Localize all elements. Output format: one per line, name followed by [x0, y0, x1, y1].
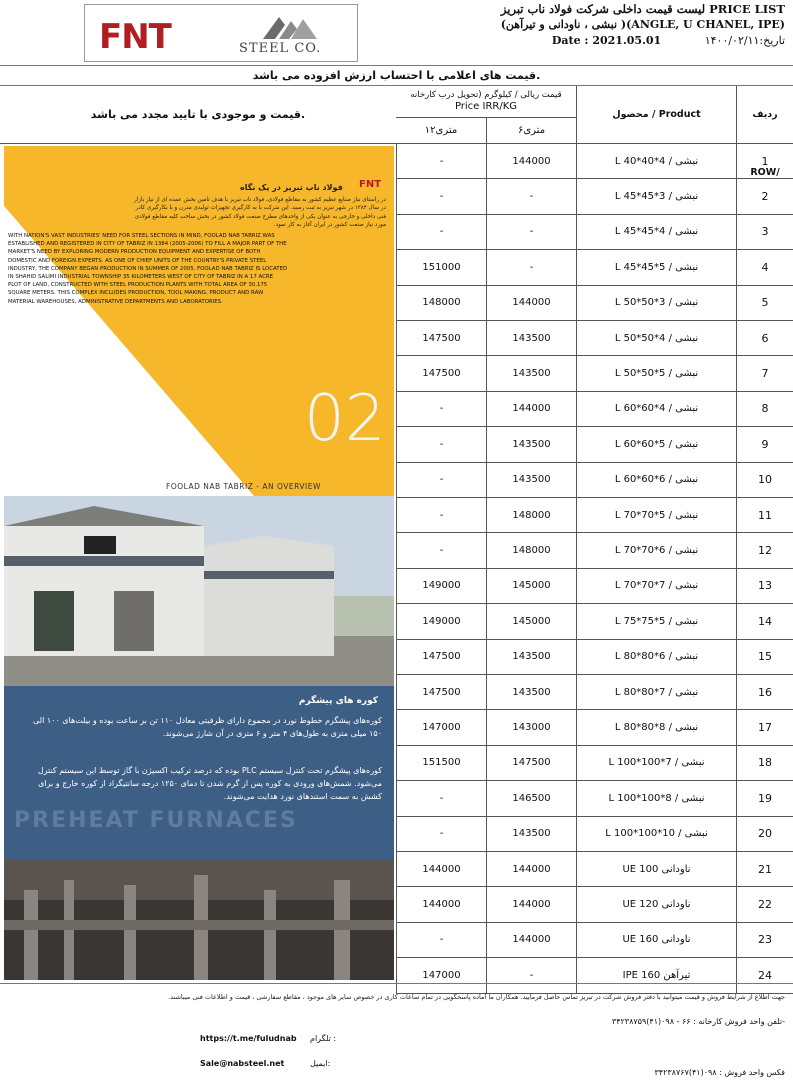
- row-number: 17: [758, 721, 772, 735]
- vat-notice: قیمت های اعلامی با احتساب ارزش افزوده می باشد.: [0, 66, 793, 86]
- row-product: نبشی / L 70*70*6: [576, 533, 737, 567]
- row-price-6m: 145000: [486, 569, 576, 603]
- col-row-header: ردیف ROW/: [750, 109, 780, 178]
- email-link[interactable]: Sale@nabsteel.net: [200, 1059, 285, 1068]
- col-12m-header: ۱۲متری: [424, 125, 458, 136]
- row-product: نبشی / L 45*45*4: [576, 215, 737, 249]
- col-price-header: [396, 86, 576, 144]
- table-row: [396, 817, 793, 852]
- factory-image: [4, 496, 394, 686]
- table-row: [396, 604, 793, 639]
- row-number: 21: [758, 862, 772, 876]
- row-price-12m: -: [396, 179, 486, 213]
- furnace-info-panel: [4, 686, 394, 860]
- row-price-6m: 144000: [486, 887, 576, 921]
- table-row: [396, 286, 793, 321]
- table-row: [396, 144, 793, 179]
- row-price-12m: -: [396, 392, 486, 426]
- furnace-text-2: کوره‌های پیشگرم تحت کنترل سیستم PLC بوده که درصد ترکیب اکسیژن با گاز توسط این سیستم کنترل می‌شود. شمش‌های ورودی به کوره پس از گرم شدن تا دمای ۱۲۵۰ درجه سانتیگراد از کوره خارج و برای کشش به سمت استندهای نورد هدایت می‌شوند.: [37, 766, 382, 801]
- brochure-text-en: WITH NATION'S VAST INDUSTRIES' NEED FOR STEEL SECTIONS IN MIND, FOOLAD NAB TABRIZ WAS ESTABLISHED AND REGISTERED IN CITY OF TABRIZ IN 1384 (2005-2006) TO FILL A MAJOR PART OF THE MARKET'S NEED BY EXPLORING MODERN PRODUCTION EQUIPMENT AND EXPERTISE OF BOTH DOMESTIC AND FOREIGN EXPERTS. AS ONE OF CHIEF UNITS OF THE COUNTRY'S PRIVATE STEEL INDUSTRY, THE COMPANY BEGAN PRODUCTION IN SUMMER OF 2005. FOOLAD NAB TABRIZ IS LOCATED IN SHAHID SALIMI INDUSTRIAL TOWNSHIP 35 KILOMETERS WEST OF CITY OF TABRIZ IN A 17 ACRE PLOT OF LAND, CONSTRUCTED WITH STEEL PRODUCTION PLANTS WITH TOTAL AREA OF 30,175 SQUARE METERS. THIS COMPLEX INCLUDES PRODUCTION, TOOL MAKING, PRODUCT AND RAW MATERIAL WAREHOUSES, ADMINISTRATIVE DEPARTMENTS AND LABORATORIES.: [8, 233, 288, 305]
- row-price-6m: 143000: [486, 710, 576, 744]
- table-row: [396, 640, 793, 675]
- company-logo: [84, 4, 358, 62]
- row-number: 11: [758, 508, 772, 522]
- date-en: Date : 2021.05.01: [551, 34, 662, 47]
- row-price-12m: 149000: [396, 604, 486, 638]
- table-row: [396, 498, 793, 533]
- row-price-6m: 143500: [486, 463, 576, 497]
- row-price-12m: 151500: [396, 746, 486, 780]
- row-number: 24: [758, 968, 772, 982]
- table-row: [396, 463, 793, 498]
- logo-fnt-text: FNT: [99, 17, 171, 57]
- row-price-6m: 145000: [486, 604, 576, 638]
- row-number: 13: [758, 579, 772, 593]
- phone-line: تلفن واحد فروش کارخانه : ۶۶ - ۰۹۸(۴۱)۳۴۲۳۸۷۵۹-: [611, 1017, 785, 1026]
- brochure-caption: FOOLAD NAB TABRIZ - AN OVERVIEW: [166, 482, 321, 491]
- table-row: [396, 250, 793, 285]
- row-price-6m: 143500: [486, 640, 576, 674]
- row-price-12m: -: [396, 498, 486, 532]
- row-price-6m: 144000: [486, 392, 576, 426]
- row-product: نبشی / L 60*60*4: [576, 392, 737, 426]
- row-product: نبشی / L 45*45*3: [576, 179, 737, 213]
- row-price-12m: 149000: [396, 569, 486, 603]
- row-price-6m: 143500: [486, 675, 576, 709]
- table-row: [396, 321, 793, 356]
- header-title-block: [365, 2, 785, 48]
- header-title-1: لیست قیمت داخلی شرکت فولاد ناب تبریز PRICE LIST: [500, 2, 785, 16]
- row-product: ناودانی UE 100: [576, 852, 737, 886]
- row-price-6m: 147500: [486, 746, 576, 780]
- table-row: [396, 427, 793, 462]
- row-price-6m: 144000: [486, 923, 576, 957]
- email-label: ایمیل:: [310, 1059, 331, 1068]
- row-number: 4: [761, 260, 769, 274]
- row-price-12m: 151000: [396, 250, 486, 284]
- row-price-6m: 143500: [486, 356, 576, 390]
- row-number: 1: [761, 154, 769, 168]
- row-price-12m: 147500: [396, 321, 486, 355]
- row-price-6m: 146500: [486, 781, 576, 815]
- table-row: [396, 746, 793, 781]
- row-number: 22: [758, 898, 772, 912]
- row-number: 18: [758, 756, 772, 770]
- row-price-12m: 147500: [396, 356, 486, 390]
- row-product: نبشی / L 75*75*5: [576, 604, 737, 638]
- promo-column: [4, 146, 394, 980]
- row-price-6m: 144000: [486, 852, 576, 886]
- furnace-image: [4, 860, 394, 980]
- confirm-notice: قیمت و موجودی با تایید مجدد می باشد.: [0, 86, 396, 144]
- steel-logo-icon: [261, 13, 321, 41]
- row-price-12m: -: [396, 215, 486, 249]
- row-number: 12: [758, 544, 772, 558]
- date-fa: تاریخ:۱۴۰۰/۰۲/۱۱: [704, 34, 785, 47]
- row-product: نبشی / L 80*80*7: [576, 675, 737, 709]
- row-price-12m: -: [396, 817, 486, 851]
- row-price-6m: -: [486, 250, 576, 284]
- row-price-6m: 144000: [486, 286, 576, 320]
- row-number: 16: [758, 685, 772, 699]
- row-product: نبشی / L 70*70*7: [576, 569, 737, 603]
- row-price-12m: 147000: [396, 710, 486, 744]
- row-product: نبشی / L 100*100*10: [576, 817, 737, 851]
- row-product: نبشی / L 60*60*6: [576, 463, 737, 497]
- row-number: 2: [761, 190, 769, 204]
- table-row: [396, 887, 793, 922]
- row-number: 15: [758, 650, 772, 664]
- row-price-6m: -: [486, 958, 576, 992]
- row-price-6m: -: [486, 215, 576, 249]
- row-product: نبشی / L 100*100*7: [576, 746, 737, 780]
- row-number: 23: [758, 933, 772, 947]
- row-number: 10: [758, 473, 772, 487]
- furnace-text-1: کوره‌های پیشگرم خطوط نورد در مجموع دارای ظرفیتی معادل ۱۱۰ تن بر ساعت بوده و بیلت‌های ۱۰۰ الی ۱۵۰ میلی متری به طول‌های ۴ متر و ۶ متری در آن شارژ می‌شوند.: [32, 716, 382, 738]
- brochure-number: 02: [304, 382, 386, 456]
- brochure-title: فولاد ناب تبریز در یک نگاه: [240, 183, 343, 192]
- row-number: 9: [761, 437, 769, 451]
- header-date-row: [365, 33, 785, 48]
- brochure-text-fa: در راستای نیاز صنایع عظیم کشور به مقاطع فولادی، فولاد ناب تبریز با هدف تامین بخش عمده ای از نیاز بازار در سال ۱۳۸۴ در شهر تبریز به ثبت رسید. این شرکت با به کارگیری تجهیزات تولیدی مدرن و با بکارگیری کادر فنی داخلی و خارجی به عنوان یکی از واحدهای مطرح صنعت فولاد کشور در بخش ساخت کلیه مقاطع فولادی مورد نیاز صنعت کشور در ایران آغاز به کار نمود.: [133, 197, 386, 229]
- fax-line: فکس واحد فروش : ۰۹۸(۴۱)۳۴۲۳۸۷۶۷: [654, 1068, 785, 1077]
- price-title-en: Price IRR/KG: [454, 101, 518, 112]
- row-number: 19: [758, 791, 772, 805]
- table-row: [396, 675, 793, 710]
- row-number: 8: [761, 402, 769, 416]
- row-price-12m: 147500: [396, 640, 486, 674]
- row-number: 6: [761, 331, 769, 345]
- table-row: [396, 356, 793, 391]
- footer-note: جهت اطلاع از شرایط فروش و قیمت میتوانید با دفتر فروش شرکت در تبریز تماس حاصل فرمایید. همکاران ما آماده پاسخگویی در تمام ساعات کاری در خصوص سایر های موجود ، مقاطع سفارشی ، قیمت و اطلاعات فنی میباشند.: [168, 993, 785, 1001]
- row-price-12m: -: [396, 533, 486, 567]
- row-number: 5: [761, 296, 769, 310]
- row-price-6m: 143500: [486, 427, 576, 461]
- row-number: 14: [758, 614, 772, 628]
- row-price-12m: -: [396, 923, 486, 957]
- row-price-6m: -: [486, 179, 576, 213]
- table-row: [396, 852, 793, 887]
- header-title-2: (نبشی ، ناودانی و تیرآهن )(ANGLE, U CHANEL, IPE): [500, 18, 785, 31]
- row-number: 20: [758, 827, 772, 841]
- table-row: [396, 215, 793, 250]
- row-price-12m: 147500: [396, 675, 486, 709]
- row-product: نبشی / L 40*40*4: [576, 144, 737, 178]
- table-row: [396, 392, 793, 427]
- row-product: نبشی / L 45*45*5: [576, 250, 737, 284]
- brochure-logo: FNT: [359, 179, 382, 190]
- row-price-12m: -: [396, 463, 486, 497]
- row-number: 7: [761, 367, 769, 381]
- row-price-6m: 144000: [486, 144, 576, 178]
- row-product: ناودانی UE 120: [576, 887, 737, 921]
- header: [0, 0, 793, 66]
- footer: [0, 983, 793, 1080]
- logo-steel-text: STEEL CO.: [239, 41, 322, 56]
- table-row: [396, 781, 793, 816]
- row-price-12m: 147000: [396, 958, 486, 992]
- row-price-12m: -: [396, 427, 486, 461]
- row-price-6m: 143500: [486, 321, 576, 355]
- price-title-fa: قیمت ریالی / کیلوگرم (تحویل درب کارخانه: [410, 90, 562, 100]
- table-row: [396, 710, 793, 745]
- row-product: نبشی / L 60*60*5: [576, 427, 737, 461]
- row-price-12m: 144000: [396, 852, 486, 886]
- row-number: 3: [761, 225, 769, 239]
- row-product: نبشی / L 50*50*3: [576, 286, 737, 320]
- row-product: تیرآهن IPE 160: [576, 958, 737, 992]
- furnace-watermark: PREHEAT FURNACES: [14, 808, 298, 833]
- row-product: نبشی / L 70*70*5: [576, 498, 737, 532]
- telegram-label: تلگرام :: [310, 1034, 337, 1043]
- telegram-link[interactable]: https://t.me/fuludnab: [200, 1034, 297, 1043]
- table-row: [396, 569, 793, 604]
- col-product-header: محصول / Product: [576, 86, 737, 144]
- table-row: [396, 179, 793, 214]
- brochure-panel: [4, 146, 394, 686]
- row-price-12m: 144000: [396, 887, 486, 921]
- row-product: نبشی / L 100*100*8: [576, 781, 737, 815]
- table-row: [396, 923, 793, 958]
- row-price-12m: 148000: [396, 286, 486, 320]
- row-product: نبشی / L 80*80*6: [576, 640, 737, 674]
- table-row: [396, 533, 793, 568]
- row-product: نبشی / L 50*50*5: [576, 356, 737, 390]
- row-product: نبشی / L 80*80*8: [576, 710, 737, 744]
- row-price-6m: 148000: [486, 533, 576, 567]
- row-product: نبشی / L 50*50*4: [576, 321, 737, 355]
- row-price-6m: 148000: [486, 498, 576, 532]
- furnace-title: کوره های پیشگرم: [298, 696, 378, 706]
- row-price-12m: -: [396, 781, 486, 815]
- price-title: [396, 86, 576, 118]
- col-6m-header: ۶متری: [486, 118, 576, 144]
- row-product: ناودانی UE 160: [576, 923, 737, 957]
- row-price-6m: 143500: [486, 817, 576, 851]
- row-price-12m: -: [396, 144, 486, 178]
